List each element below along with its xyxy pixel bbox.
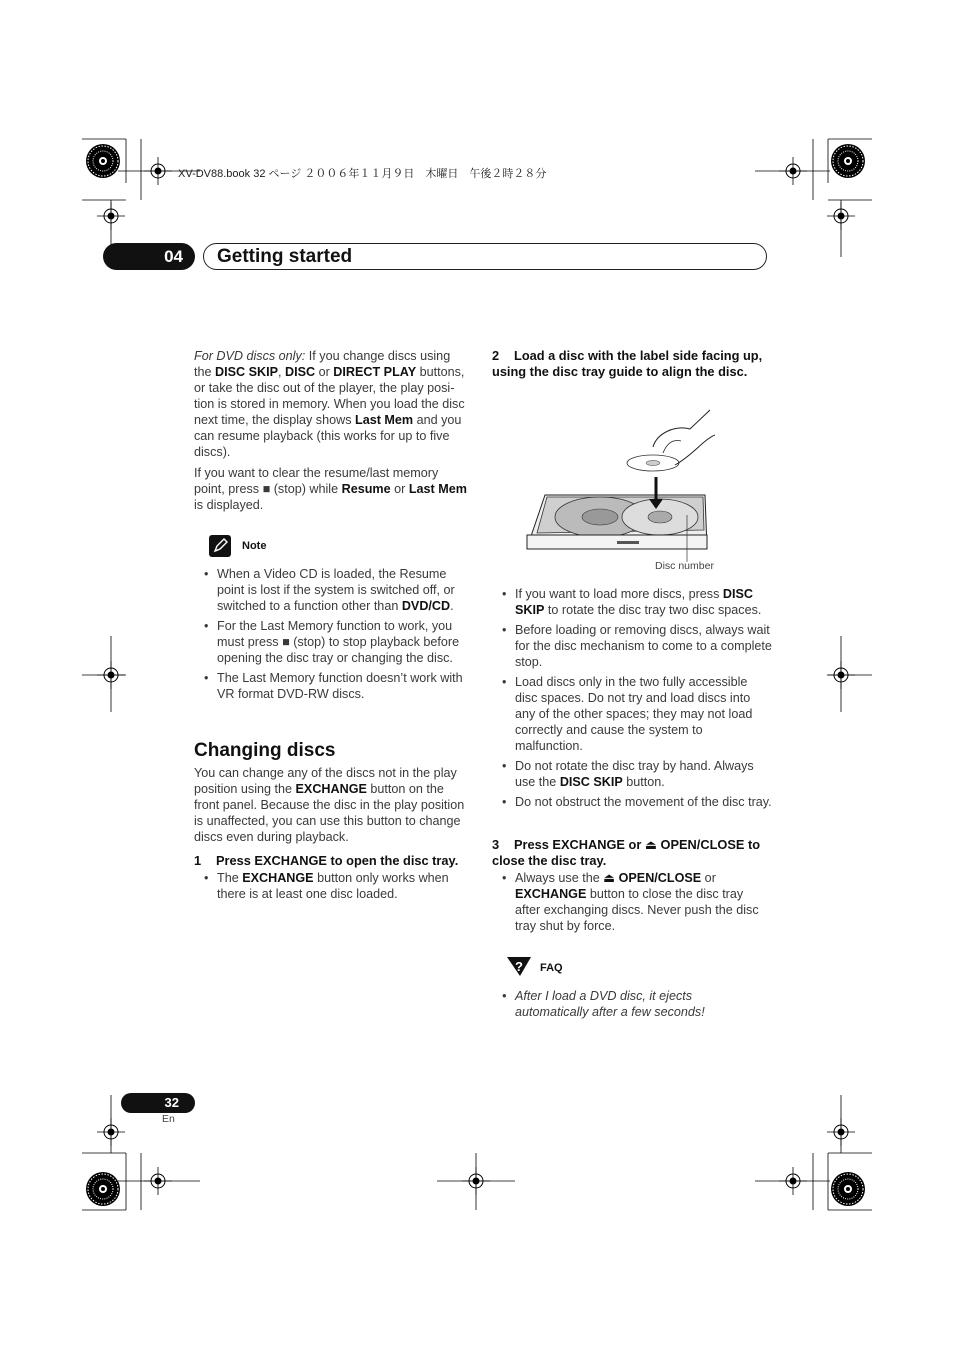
disc-number-label: Disc number (655, 560, 714, 572)
faq-item: • After I load a DVD disc, it ejects automatically after a few seconds! (492, 988, 764, 1020)
changing-discs-heading: Changing discs (194, 740, 336, 761)
faq-icon (505, 954, 533, 978)
section-number: 04 (103, 243, 195, 270)
note-icon (209, 535, 231, 557)
resume-paragraph: For DVD discs only: If you change discs using the DISC SKIP, DISC or DIRECT PLAY buttons, or take the disc out of the player, the play posi-tion is stored in memory. When you load the disc next time, the display shows Last Mem and you can resume playback (this works for up to five discs). (194, 349, 465, 459)
disc-tray-illustration (525, 405, 715, 565)
step-1-bullets (194, 870, 470, 906)
changing-discs-paragraph: You can change any of the discs not in the play position using the EXCHANGE button on the front panel. Because the disc in the play position is unaffected, you can use this button to change discs even during playback. (194, 766, 465, 844)
loading-note: • Do not obstruct the movement of the disc tray. (492, 794, 772, 810)
note-label: Note (242, 540, 267, 552)
step-1-bullet: • The EXCHANGE button only works when there is at least one disc loaded. (194, 870, 470, 902)
language-label: En (162, 1113, 175, 1125)
crop-header-text: XV-DV88.book 32 ページ ２００６年１１月９日 木曜日 午後２時２８分 (178, 168, 547, 180)
step-3-bullets (492, 870, 764, 938)
faq-list (492, 988, 764, 1024)
step-3-bullet: • Always use the ⏏ OPEN/CLOSE or EXCHANGE button to close the disc tray after exchanging discs. Never push the disc tray shut by force. (492, 870, 764, 934)
step-1: 1 Press EXCHANGE to open the disc tray. (194, 853, 459, 868)
note-list (194, 566, 472, 706)
note-item: • The Last Memory function doesn’t work with VR format DVD-RW discs. (194, 670, 472, 702)
loading-note: • Do not rotate the disc tray by hand. Always use the DISC SKIP button. (492, 758, 772, 790)
step-2: 2 Load a disc with the label side facing up, using the disc tray guide to align the disc. (492, 348, 763, 379)
page-number: 32 (121, 1093, 195, 1113)
loading-notes (492, 586, 772, 814)
note-item: • For the Last Memory function to work, you must press ■ (stop) to stop playback before opening the disc tray or changing the disc. (194, 618, 472, 666)
loading-note: • Before loading or removing discs, always wait for the disc mechanism to come to a complete stop. (492, 622, 772, 670)
step-3: 3 Press EXCHANGE or ⏏ OPEN/CLOSE to close the disc tray. (492, 837, 761, 868)
section-title: Getting started (203, 243, 767, 270)
loading-note: • Load discs only in the two fully accessible disc spaces. Do not try and load discs into any of the other spaces; they may not load correctly and cause the system to malfunction. (492, 674, 772, 754)
note-item: • When a Video CD is loaded, the Resume point is lost if the system is switched off, or switched to a function other than DVD/CD. (194, 566, 472, 614)
svg-text:?: ? (515, 959, 523, 974)
left-column (194, 348, 470, 518)
clear-memory-paragraph: If you want to clear the resume/last memory point, press ■ (stop) while Resume or Last Mem is displayed. (194, 466, 467, 512)
loading-note: • If you want to load more discs, press DISC SKIP to rotate the disc tray two disc spaces. (492, 586, 772, 618)
faq-label: FAQ (540, 962, 563, 974)
